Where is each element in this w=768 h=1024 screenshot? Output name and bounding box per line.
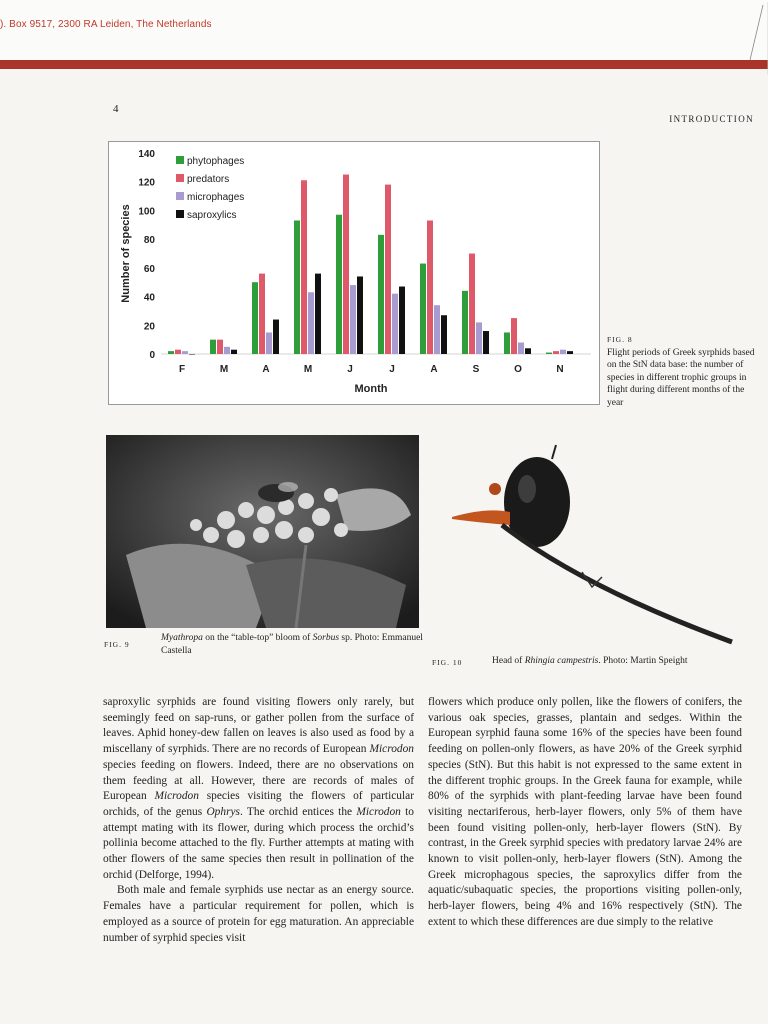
y-tick-label: 60 — [143, 263, 155, 275]
fig10-caption-end: . Photo: Martin Speight — [598, 656, 688, 666]
flight-period-bar-chart — [109, 142, 599, 404]
fig9-photo-flower-hoverfly — [106, 435, 419, 628]
bar-microphages — [434, 305, 440, 354]
bar-predators — [343, 175, 349, 354]
bar-phytophages — [294, 220, 300, 354]
y-tick-label: 100 — [138, 206, 155, 218]
bar-predators — [175, 350, 181, 354]
bar-microphages — [182, 351, 188, 354]
y-tick-label: 140 — [138, 149, 155, 160]
fig9-label: FIG. 9 — [104, 640, 130, 649]
bar-microphages — [518, 343, 524, 354]
fig9-caption-mid: on the “table-top” bloom of — [202, 633, 313, 643]
legend-swatch-predators — [176, 174, 184, 182]
text-run: saproxylic syrphids are found visiting flowers only rarely, but seemingly feed on sap-runs, or gather pollen from the surface of leaves. Aphid honey-dew fallen on leaves is also used as food by a miscellany of syrphids. There are no records of European — [103, 696, 414, 756]
x-tick-label: N — [556, 364, 564, 375]
bar-predators — [511, 318, 517, 354]
bar-saproxylics — [567, 351, 573, 354]
bar-phytophages — [420, 264, 426, 354]
running-head: INTRODUCTION — [669, 114, 754, 124]
fig9-taxon-sorbus: Sorbus — [312, 633, 340, 643]
bar-saproxylics — [483, 331, 489, 354]
legend-swatch-phytophages — [176, 156, 184, 164]
bar-saproxylics — [189, 354, 195, 355]
x-tick-label: F — [178, 364, 186, 375]
address-line: ). Box 9517, 2300 RA Leiden, The Netherlands — [0, 19, 212, 30]
bar-microphages — [560, 350, 566, 354]
bar-phytophages — [168, 351, 174, 354]
bar-predators — [301, 180, 307, 354]
fig10-caption — [492, 656, 762, 666]
bar-microphages — [476, 322, 482, 354]
legend-label-phytophages: phytophages — [187, 156, 245, 167]
fig10-label: FIG. 10 — [432, 658, 463, 667]
body-left-paragraph-1 — [103, 695, 414, 883]
fig10-caption-pre: Head of — [492, 656, 525, 666]
fig8-caption-text: Flight periods of Greek syrphids based on the StN data base: the number of species in different trophic groups in flight during different months of the year — [607, 347, 755, 408]
y-axis-title: Number of species — [120, 204, 132, 303]
body-right-paragraph-1: flowers which produce only pollen, like the flowers of conifers, the various oak species, grasses, plantain and sedges. Within the European syrphid fauna some 16% of the species have been found feeding on pollen-only flowers, as have 20% of the Greek syrphid species (StN). But this habit is not expressed to the same extent in the different trophic groups. In the Greek fauna for example, while 80% of the syrphids with plant-feeding larvae have been found visiting nectariferous, herb-layer flowers, only 5% of them have been found visiting pollen-only, herb-layer flowers (StN). By contrast, in the Greek syrphid species with predatory larvae 24% are known to visit pollen-only, herb-layer flowers (StN). Among the Greek microphagous species, the saproxylics differ from the aquatic/subaquatic species, the proportions visiting pollen-only, herb-layer flowers, being 4% and 16% respectively (StN). The extent to which these differences are due simply to the relative — [428, 696, 742, 928]
italic-microdon: Microdon — [369, 743, 414, 756]
bar-microphages — [224, 347, 230, 354]
bar-phytophages — [378, 235, 384, 354]
x-tick-label: J — [347, 364, 353, 375]
bar-saproxylics — [273, 320, 279, 354]
x-tick-label: M — [219, 364, 229, 375]
fig9-taxon-myathropa: Myathropa — [161, 633, 203, 643]
bar-phytophages — [210, 340, 216, 354]
bar-phytophages — [546, 353, 552, 354]
text-run: species feeding on flowers. Indeed, there are no observations on them feeding at all. However, there are records of males of European — [103, 758, 414, 803]
bar-microphages — [266, 332, 272, 354]
bar-phytophages — [462, 291, 468, 354]
red-band — [0, 60, 768, 69]
fig9-caption-end: sp. Photo: Emmanuel Castella — [161, 633, 423, 656]
legend-label-saproxylics: saproxylics — [187, 210, 237, 221]
bar-phytophages — [504, 332, 510, 354]
bar-saproxylics — [525, 348, 531, 354]
body-column-left — [103, 695, 414, 946]
fig8-label: FIG. 8 — [607, 335, 633, 344]
y-tick-label: 40 — [143, 292, 155, 304]
bar-predators — [427, 220, 433, 354]
bar-phytophages — [252, 282, 258, 354]
bar-microphages — [308, 292, 314, 354]
legend-label-predators: predators — [187, 174, 230, 185]
text-run: . The orchid entices the — [240, 805, 357, 818]
bar-saproxylics — [399, 287, 405, 354]
legend-swatch-saproxylics — [176, 210, 184, 218]
bar-saproxylics — [357, 276, 363, 354]
y-tick-label: 0 — [149, 350, 155, 361]
text-run: species visiting the flowers of particular orchids, of the genus — [103, 790, 415, 818]
scanner-top-band — [0, 0, 768, 60]
fig10-taxon-rhingia: Rhingia campestris — [524, 656, 599, 666]
bar-predators — [217, 340, 223, 354]
bar-microphages — [392, 294, 398, 354]
italic-microdon: Microdon — [154, 790, 199, 803]
x-tick-label: J — [389, 364, 395, 375]
legend-label-microphages: microphages — [187, 192, 245, 203]
x-tick-label: A — [430, 364, 438, 375]
italic-ophrys: Ophrys — [206, 805, 240, 818]
x-tick-label: A — [262, 364, 270, 375]
page-number: 4 — [113, 103, 119, 115]
fig9-caption — [161, 632, 431, 658]
page-corner-fold — [708, 0, 768, 75]
bar-saproxylics — [315, 274, 321, 354]
bar-phytophages — [336, 215, 342, 354]
bar-saproxylics — [441, 315, 447, 354]
y-tick-label: 120 — [138, 177, 155, 189]
fig10-photo-rhingia-head — [432, 437, 742, 652]
y-tick-label: 80 — [143, 235, 155, 247]
legend-swatch-microphages — [176, 192, 184, 200]
x-tick-label: S — [472, 364, 480, 375]
x-tick-label: M — [303, 364, 313, 375]
fig8-chart-frame — [108, 141, 600, 405]
bar-predators — [469, 254, 475, 355]
bar-saproxylics — [231, 350, 237, 354]
text-run: to attempt mating with its flower, during which process the orchid’s pollinia become attached to the fly. Further attempts at mating with other flowers of the same species then result in pollination of the orchid (Delforge, 1994). — [103, 805, 414, 881]
body-left-paragraph-2: Both male and female syrphids use nectar as an energy source. Females have a particular requirement for pollen, which is employed as a source of protein for egg maturation. An appreciable number of syrphid species visit — [103, 884, 414, 944]
bar-predators — [385, 185, 391, 354]
x-axis-title: Month — [354, 383, 388, 395]
fig8-caption — [607, 334, 762, 409]
bar-predators — [553, 351, 559, 354]
bar-predators — [259, 274, 265, 354]
y-tick-label: 20 — [143, 321, 155, 333]
body-column-right — [428, 695, 742, 931]
bar-microphages — [350, 285, 356, 354]
italic-microdon: Microdon — [356, 805, 401, 818]
x-tick-label: O — [514, 364, 522, 375]
